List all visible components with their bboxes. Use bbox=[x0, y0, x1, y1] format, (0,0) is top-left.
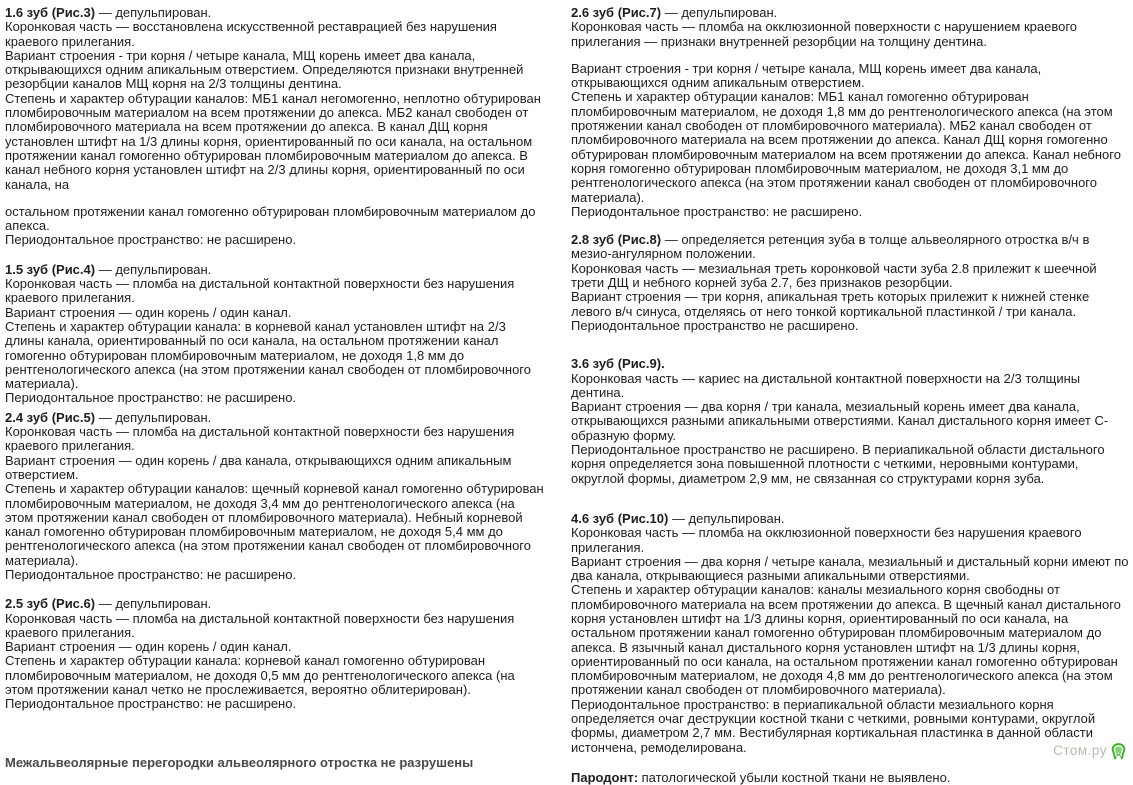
report-section-tooth-2-5 bbox=[5, 597, 546, 711]
tooth-label: Пародонт: bbox=[571, 769, 639, 785]
report-section-tooth-2-6 bbox=[571, 6, 1129, 219]
report-paragraph: Степень и характер обтурации каналов: щечный корневой канал гомогенно обтурирован пломбировочным материалом, не доходя 3,4 мм до рентгенологического апекса (на этом протяжении канал свободен от пломбировочного материала). Небный корневой канал гомогенно обтурирован пломбировочным материалом, не доходя 5,4 мм до рентгенологического апекса (на этом протяжении канал свободен от пломбировочного материала). bbox=[5, 481, 544, 568]
heading-rest-text: — депульпирован. bbox=[95, 596, 212, 612]
report-paragraph: Коронковая часть — пломба на дистальной контактной поверхности без нарушения краевого прилегания. bbox=[5, 610, 515, 640]
report-paragraph: Степень и характер обтурации канала: в корневой канал установлен штифт на 2/3 длины канала, ориентированный по оси канала, на остальном протяжении канал гомогенно обтурирован пломбировочным материалом, не доходя 1,8 мм до рентгенологического апекса (на этом протяжении канал свободен от пломбировочного материала). bbox=[5, 318, 531, 392]
report-section-tooth-1-6 bbox=[5, 6, 546, 248]
report-paragraph: Периодонтальное пространство: не расширено. bbox=[571, 203, 863, 219]
tooth-label: 2.4 зуб (Рис.5) bbox=[5, 409, 96, 425]
heading-rest-text: — депульпирован. bbox=[95, 261, 212, 277]
report-paragraph: Коронковая часть — пломба на окклюзионной поверхности без нарушения краевого прилегания. bbox=[571, 525, 1082, 555]
section-heading bbox=[571, 233, 1129, 262]
tooth-label: 1.6 зуб (Рис.3) bbox=[5, 5, 96, 20]
report-paragraph: Коронковая часть — мезиальная треть коронковой части зуба 2.8 прилежит к шеечной трети ДЩ и небного корней зуба 2.7, без признаков резорбции. bbox=[571, 260, 1097, 291]
section-heading bbox=[5, 263, 546, 277]
section-heading bbox=[5, 411, 546, 425]
report-section-tooth-2-4 bbox=[5, 411, 546, 583]
report-paragraph: Коронковая часть — восстановлена искусственной реставрацией без нарушения краевого прилегания. bbox=[5, 19, 497, 49]
report-section-tooth-2-8 bbox=[571, 233, 1129, 333]
watermark-text: Стом.ру bbox=[1053, 743, 1107, 759]
tooth-icon bbox=[1110, 742, 1127, 761]
report-paragraph: Периодонтальное пространство: не расширено. bbox=[5, 696, 297, 712]
report-paragraph: Периодонтальное пространство: в периапикальной области мезиального корня определяется очаг деструкции костной ткани с четкими, ровными контурами, округлой формы, диаметром 2,7 мм. Вестибулярная кортикальная пластинка в данной области истончена, ремоделирована. bbox=[571, 696, 1096, 755]
report-section-tooth-3-6 bbox=[571, 357, 1129, 486]
report-paragraph: Коронковая часть — пломба на дистальной контактной поверхности без нарушения краевого прилегания. bbox=[5, 424, 515, 454]
section-heading bbox=[571, 512, 1129, 526]
report-paragraph: Периодонтальное пространство: не расширено. bbox=[5, 566, 297, 582]
heading-rest-text: — депульпирован. bbox=[95, 5, 212, 20]
section-heading bbox=[5, 6, 546, 20]
report-section-parodont bbox=[571, 771, 1129, 785]
report-paragraph: Коронковая часть — кариес на дистальной контактной поверхности на 2/3 толщины дентина. bbox=[571, 370, 1081, 400]
report-paragraph: Периодонтальное пространство не расширено. В периапикальной области дистального корня определяется зона повышенной плотности с четкими, неровными контурами, округлой формы, диаметром 2,9 мм, не связанная со структурами корня зуба. bbox=[571, 442, 1105, 486]
tooth-label: 1.5 зуб (Рис.4) bbox=[5, 261, 96, 277]
report-paragraph: Вариант строения — один корень / один канал. bbox=[5, 304, 292, 320]
tooth-label: 4.6 зуб (Рис.10) bbox=[571, 510, 669, 526]
report-paragraph: Степень и характер обтурации канала: корневой канал гомогенно обтурирован пломбировочным материалом, не доходя 0,5 мм до рентгенологического апекса (на этом протяжении канал четко не прослеживается, вероятно облитерирован). bbox=[5, 653, 515, 698]
tooth-label: 2.8 зуб (Рис.8) bbox=[571, 232, 662, 248]
clipped-text-line: Межальвеолярные перегородки альвеолярного отростка не разрушены bbox=[5, 755, 474, 770]
tooth-label: 2.6 зуб (Рис.7) bbox=[571, 5, 662, 20]
watermark bbox=[1053, 742, 1127, 761]
report-paragraph: Степень и характер обтурации каналов: каналы мезиального корня свободны от пломбировочного материала на всем протяжении до апекса. В щечный канал дистального корня установлен штифт на 1/3 длины корня, ориентированный по оси канала, на остальном протяжении канал гомогенно обтурирован пломбировочным материалом до апекса. В язычный канал дистального корня установлен штифт на 1/3 длины корня, ориентированный по оси канала, на остальном протяжении канал гомогенно обтурирован пломбировочным материалом, не доходя 4,8 мм до рентгенологического апекса (на этом протяжении канал свободен от пломбировочного материала). bbox=[571, 582, 1121, 698]
section-heading bbox=[571, 357, 1129, 371]
section-heading bbox=[571, 6, 1129, 20]
report-section-tooth-1-5 bbox=[5, 263, 546, 406]
report-paragraph: Коронковая часть — пломба на окклюзионной поверхности с нарушением краевого прилегания — признаки внутренней резорбции на толщину дентина. bbox=[571, 19, 1078, 49]
report-paragraph: Степень и характер обтурации каналов: МБ1 канал негомогенно, неплотно обтурирован пломбировочным материалом на всем протяжении до апекса. МБ2 канал свободен от пломбировочного материала на всем протяжении до апекса. В канал ДЩ корня установлен штифт на 1/3 длины корня, ориентированный по оси канала, на остальном протяжении канал гомогенно обтурирован пломбировочным материалом до апекса. В канал небного корня установлен штифт на 2/3 длины корня, ориентированный по оси канала, на bbox=[5, 90, 541, 192]
heading-rest-text: патологической убыли костной ткани не выявлено. bbox=[638, 769, 951, 785]
heading-rest-text: — депульпирован. bbox=[668, 510, 785, 526]
report-paragraph: Степень и характер обтурации каналов: МБ1 канал гомогенно обтурирован пломбировочным материалом, не доходя 1,8 мм до рентгенологического апекса (на этом протяжении канал свободен от пломбировочного материала). МБ2 канал свободен от пломбировочного материала на всем протяжении до апекса. Канал ДЩ корня гомогенно обтурирован пломбировочным материалом на всем протяжении до апекса. Канал небного корня гомогенно обтурирован пломбировочным материалом, не доходя 3,1 мм до рентгенологического апекса (на этом протяжении канал свободен от пломбировочного материала). bbox=[571, 89, 1121, 205]
heading-rest-text: — определяется ретенция зуба в толще альвеолярного отростка в/ч в мезио-ангулярном положении. bbox=[571, 232, 1090, 262]
tooth-label: 3.6 зуб (Рис.9). bbox=[571, 356, 665, 372]
report-paragraph: остальном протяжении канал гомогенно обтурирован пломбировочным материалом до апекса. bbox=[5, 203, 536, 234]
report-paragraph: Вариант строения — один корень / один канал. bbox=[5, 639, 292, 655]
report-paragraph: Вариант строения — один корень / два канала, открывающихся одним апикальным отверстием. bbox=[5, 452, 512, 482]
report-column-left bbox=[5, 6, 546, 712]
report-paragraph: Вариант строения — два корня / три канала, мезиальный корень имеет два канала, открывающихся разными апикальными отверстиями. Канал дистального корня имеет С-образную форму. bbox=[571, 399, 1109, 443]
report-column-right bbox=[571, 6, 1129, 785]
section-heading bbox=[5, 597, 546, 611]
report-paragraph: Периодонтальное пространство: не расширено. bbox=[5, 232, 297, 248]
report-paragraph: Вариант строения — два корня / четыре канала, мезиальный и дистальный корни имеют по два канала, открывающиеся разными апикальными отверстиями. bbox=[571, 553, 1129, 584]
report-paragraph: Вариант строения - три корня / четыре канала, МЩ корень имеет два канала, открывающихся одним апикальным отверстием. bbox=[571, 60, 1042, 91]
report-paragraph: Коронковая часть — пломба на дистальной контактной поверхности без нарушения краевого прилегания. bbox=[5, 276, 515, 306]
heading-rest-text: — депульпирован. bbox=[661, 5, 778, 20]
tooth-label: 2.5 зуб (Рис.6) bbox=[5, 596, 96, 612]
report-paragraph: Периодонтальное пространство не расширено. bbox=[571, 317, 859, 333]
report-paragraph: Вариант строения — три корня, апикальная треть которых прилежит к нижней стенке левого в/ч синуса, отделяясь от него тонкой кортикальной пластинкой / три канала. bbox=[571, 289, 1090, 319]
report-section-tooth-4-6 bbox=[571, 512, 1129, 755]
section-heading bbox=[571, 771, 1129, 785]
report-paragraph: Периодонтальное пространство: не расширено. bbox=[5, 390, 297, 406]
heading-rest-text: — депульпирован. bbox=[95, 409, 212, 425]
report-paragraph: Вариант строения - три корня / четыре канала, МЩ корень имеет два канала, открывающихся одним апикальным отверстием. Определяются признаки внутренней резорбции каналов МЩ корня на 2/3 толщины дентина. bbox=[5, 47, 524, 92]
